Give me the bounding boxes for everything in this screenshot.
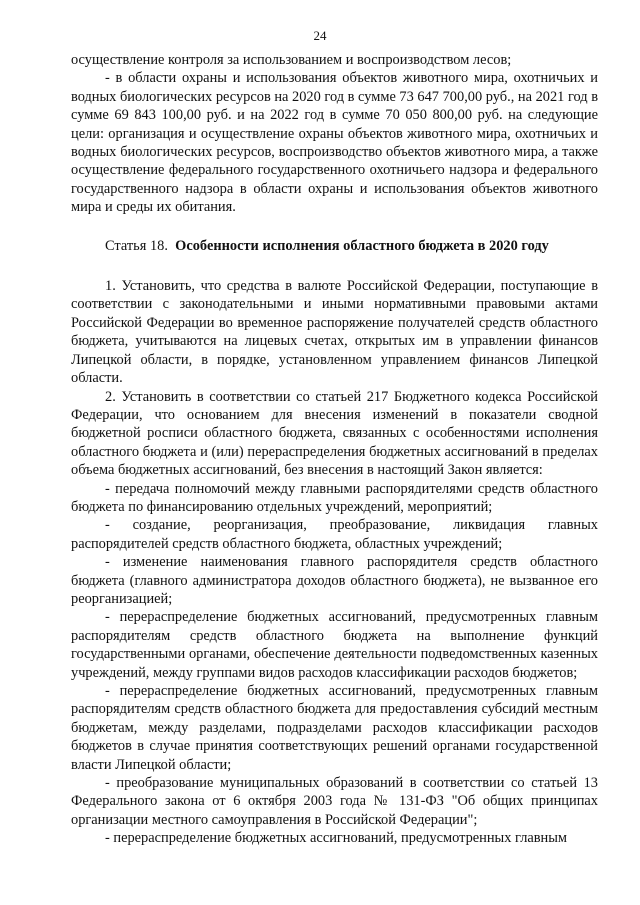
article-label: Статья 18. [105,237,168,254]
paragraph: 1. Установить, что средства в валюте Российской Федерации, поступающие в соответствии с законодательными и иными нормативными правовыми актами Российской Федерации во временное распоряжение получателей средств областного бюджета, учитываются на лицевых счетах, открытых им в управлении финансов Липецкой области, в порядке, установленном управлением финансов Липецкой области. [71,278,598,387]
paragraph: - создание, реорганизация, преобразование, ликвидация главных распорядителей средств областного бюджета, областных учреждений; [71,517,598,552]
paragraph: - перераспределение бюджетных ассигнований, предусмотренных главным распорядителям средств областного бюджета на выполнение функций государственными органами, обеспечение деятельности подведомственных казенных учреждений, между группами видов расходов классификации расходов бюджетов; [71,609,598,681]
paragraph: осуществление контроля за использованием и воспроизводством лесов; [71,52,512,68]
paragraphs-after-article [71,277,598,848]
paragraph: - изменение наименования главного распорядителя средств областного бюджета (главного администратора доходов областного бюджета), не вызванное его реорганизацией; [71,554,598,607]
paragraph: - в области охраны и использования объектов животного мира, охотничьих и водных биологических ресурсов на 2020 год в сумме 73 647 700,00 руб., на 2021 год в сумме 69 843 100,00 руб. и на 2022 год в сумме 70 050 800,00 руб. на следующие цели: организация и осуществление охраны объектов животного мира, охотничьих и водных биологических ресурсов, воспроизводство объектов животного мира, а также осуществление федерального государственного охотничьего надзора и федерального государственного надзора в области охраны и использования объектов животного мира и среды их обитания. [71,70,599,216]
article-title: Особенности исполнения областного бюджета в 2020 году [175,237,549,254]
paragraph: 2. Установить в соответствии со статьей 217 Бюджетного кодекса Российской Федерации, что основанием для внесения изменений в показатели сводной бюджетной росписи областного бюджета, связанных с особенностями исполнения областного бюджета и (или) перераспределения бюджетных ассигнований в пределах объема бюджетных ассигнований, без внесения в настоящий Закон является: [71,388,598,479]
paragraph: - преобразование муниципальных образований в соответствии со статьей 13 Федерального закона от 6 октября 2003 года № 131-ФЗ "Об общих принципах организации местного самоуправления в Российской Федерации"; [71,775,598,828]
article-heading [71,237,598,255]
page-number: 24 [313,28,327,43]
paragraph: - перераспределение бюджетных ассигнований, предусмотренных главным [105,830,568,847]
paragraph: - передача полномочий между главными распорядителями средств областного бюджета по финансированию отдельных учреждений, мероприятий; [71,480,598,515]
document-body [71,51,598,848]
paragraph: - перераспределение бюджетных ассигнований, предусмотренных главным распорядителям средств областного бюджета для предоставления субсидий местным бюджетам, между разделами, подразделами расходов классификации расходов бюджетов в случае принятия соответствующих решений органами государственной власти Липецкой области; [71,683,598,773]
paragraphs-before-article [71,51,598,217]
